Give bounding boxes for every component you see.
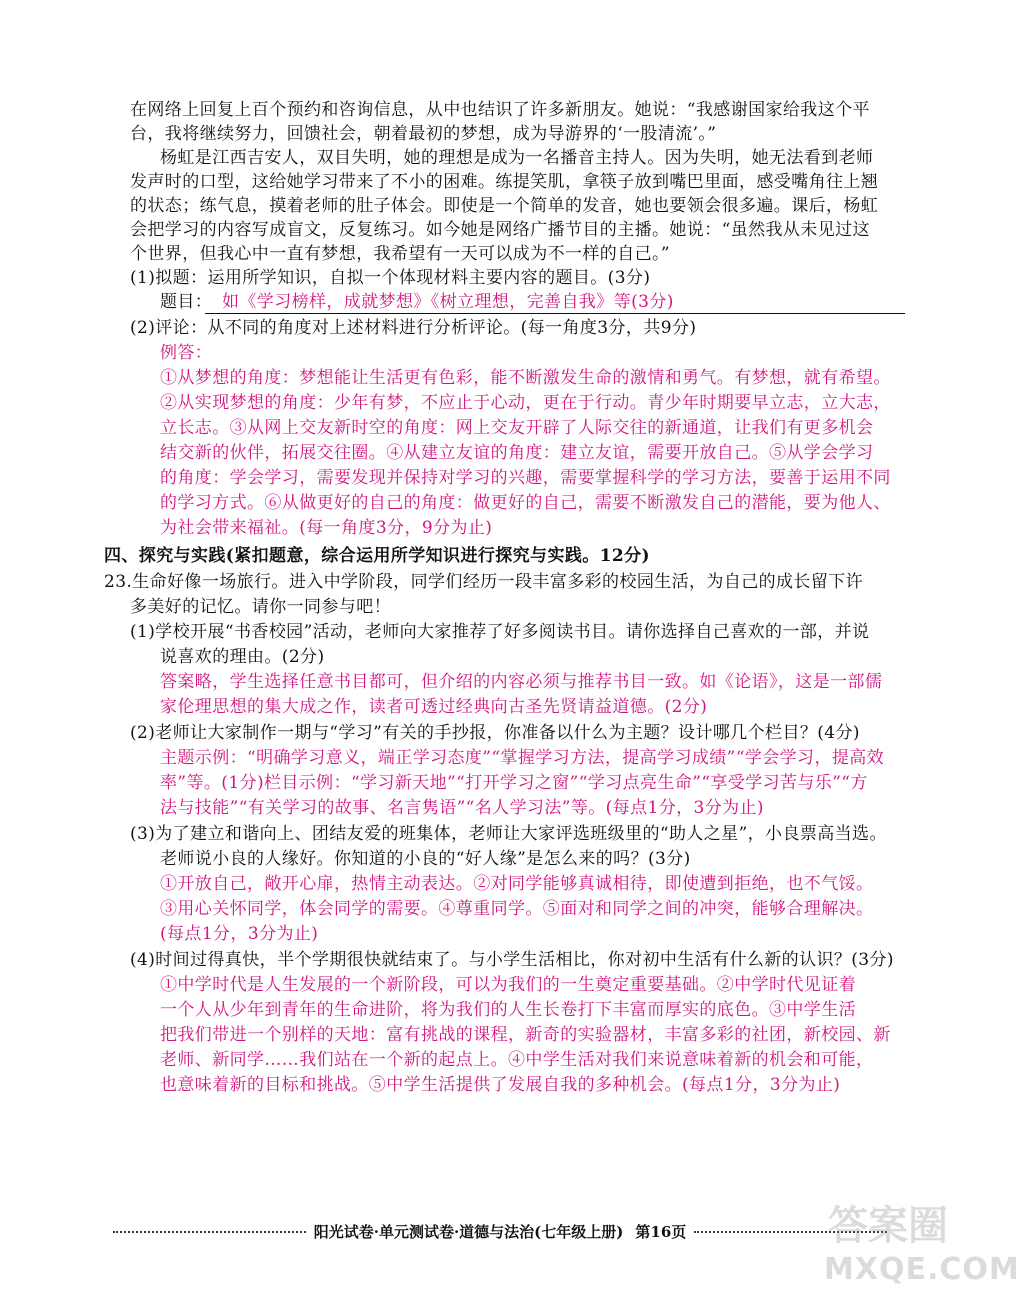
footer-title: 阳光试卷·单元测试卷·道德与法治(七年级上册) (313, 1223, 624, 1241)
answer-line: 率”等。(1分)栏目示例：“学习新天地”“打开学习之窗”“学习点亮生命”“享受学习苦与乐”“方 (160, 773, 868, 793)
answer-line: 老师、新同学……我们站在一个新的起点上。④中学生活对我们来说意味着新的机会和可能， (160, 1050, 874, 1070)
answer-line: 主题示例：“明确学习意义，端正学习态度”“掌握学习方法，提高学习成绩”“学会学习，提高效 (160, 748, 885, 768)
passage-line: 台，我将继续努力，回馈社会，朝着最初的梦想，成为导游界的‘一股清流’。” (130, 124, 717, 144)
passage-line: 个世界，但我心中一直有梦想，我希望有一天可以成为不一样的自己。” (130, 244, 670, 264)
answer-line: (每点1分，3分为止) (160, 924, 319, 944)
section-heading: 四、探究与实践(紧扣题意，综合运用所学知识进行探究与实践。12分) (104, 546, 650, 566)
question-23: 多美好的记忆。请你一同参与吧！ (130, 597, 391, 617)
question-23-3: 老师说小良的人缘好。你知道的小良的“好人缘”是怎么来的吗？(3分) (160, 849, 691, 869)
answer-line: 的角度：学会学习，需要发现并保持对学习的兴趣，需要掌握科学的学习方法，要善于运用不同 (160, 468, 891, 488)
answer-line: 法与技能”“有关学习的故事、名言隽语”“名人学习法”等。(每点1分，3分为止) (160, 798, 764, 818)
answer-line: 也意味着新的目标和挑战。⑤中学生活提供了发展自我的多种机会。(每点1分，3分为止) (160, 1075, 841, 1095)
passage-line: 在网络上回复上百个预约和咨询信息，从中也结识了许多新朋友。她说：“我感谢国家给我这个平 (130, 100, 870, 120)
footer-dots-left (113, 1231, 306, 1233)
question-23-1: 说喜欢的理由。(2分) (160, 647, 325, 667)
passage-line: 的状态；练气息，摸着老师的肚子体会。即使是一个简单的发音，她也要领会很多遍。课后，杨虹 (130, 196, 879, 216)
answer-line: 答案略，学生选择任意书目都可，但介绍的内容必须与推荐书目一致。如《论语》，这是一部儒 (160, 672, 883, 692)
answer-line: 结交新的伙伴，拓展交往圈。④从建立友谊的角度：建立友谊，需要开放自己。⑤从学会学习 (160, 443, 874, 463)
answer-line: 立长志。③从网上交友新时空的角度：网上交友开辟了人际交往的新通道，让我们有更多机会 (160, 418, 874, 438)
answer-line: ①开放自己，敞开心扉，热情主动表达。②对同学能够真诚相待，即使遭到拒绝，也不气馁。 (160, 874, 874, 894)
title-label: 题目： (160, 292, 213, 312)
watermark-logo (818, 1190, 1020, 1290)
answer-line: 家伦理思想的集大成之作，读者可透过经典向古圣先贤请益道德。(2分) (160, 697, 708, 717)
passage-line: 发声时的口型，这给她学习带来了不小的困难。练提笑肌，拿筷子放到嘴巴里面，感受嘴角往上翘 (130, 172, 879, 192)
answer-line: ①从梦想的角度：梦想能让生活更有色彩，能不断激发生命的激情和勇气。有梦想，就有希望。 (160, 368, 891, 388)
answer-line: ②从实现梦想的角度：少年有梦，不应止于心动，更在于行动。青少年时期要早立志，立大志， (160, 393, 891, 413)
answer-line: ①中学时代是人生发展的一个新阶段，可以为我们的一生奠定重要基础。②中学时代见证着 (160, 975, 856, 995)
answer-line: 把我们带进一个别样的天地：富有挑战的课程，新奇的实验器材，丰富多彩的社团，新校园、新 (160, 1025, 891, 1045)
question-22-2: (2)评论：从不同的角度对上述材料进行分析评论。(每一角度3分，共9分) (130, 318, 697, 338)
answer-underline (205, 313, 905, 314)
question-23: 23.生命好像一场旅行。进入中学阶段，同学们经历一段丰富多彩的校园生活，为自己的成长留下许 (104, 572, 864, 592)
watermark-text: 答案圈 (828, 1203, 948, 1249)
passage-line: 杨虹是江西吉安人，双目失明，她的理想是成为一名播音主持人。因为失明，她无法看到老师 (160, 148, 874, 168)
question-23-4: (4)时间过得真快，半个学期很快就结束了。与小学生活相比，你对初中生活有什么新的认识？(3分) (130, 950, 894, 970)
question-22-1: (1)拟题：运用所学知识，自拟一个体现材料主要内容的题目。(3分) (130, 268, 651, 288)
question-23-1: (1)学校开展“书香校园”活动，老师向大家推荐了好多阅读书目。请你选择自己喜欢的一部，并说 (130, 622, 870, 642)
title-answer: 如《学习榜样，成就梦想》《树立理想，完善自我》等(3分) (222, 292, 674, 312)
page-number: 第16页 (635, 1223, 687, 1241)
passage-line: 会把学习的内容写成盲文，反复练习。如今她是网络广播节目的主播。她说：“虽然我从未见过这 (130, 220, 870, 240)
answer-line: 为社会带来福祉。(每一角度3分，9分为止) (160, 518, 493, 538)
answer-line: 一个人从少年到青年的生命进阶，将为我们的人生长卷打下丰富而厚实的底色。③中学生活 (160, 1000, 856, 1020)
answer-line: 的学习方式。⑥从做更好的自己的角度：做更好的自己，需要不断激发自己的潜能，要为他人、 (160, 493, 891, 513)
watermark-url: MXQE.COM (824, 1252, 1020, 1287)
question-23-3: (3)为了建立和谐向上、团结友爱的班集体，老师让大家评选班级里的“助人之星”，小良票高当选。 (130, 824, 887, 844)
page-footer (105, 1222, 895, 1242)
answer-line: ③用心关怀同学，体会同学的需要。④尊重同学。⑤面对和同学之间的冲突，能够合理解决。 (160, 899, 874, 919)
question-23-2: (2)老师让大家制作一期与“学习”有关的手抄报，你准备以什么为主题？设计哪几个栏目？(4分) (130, 723, 860, 743)
example-label: 例答： (160, 343, 213, 363)
